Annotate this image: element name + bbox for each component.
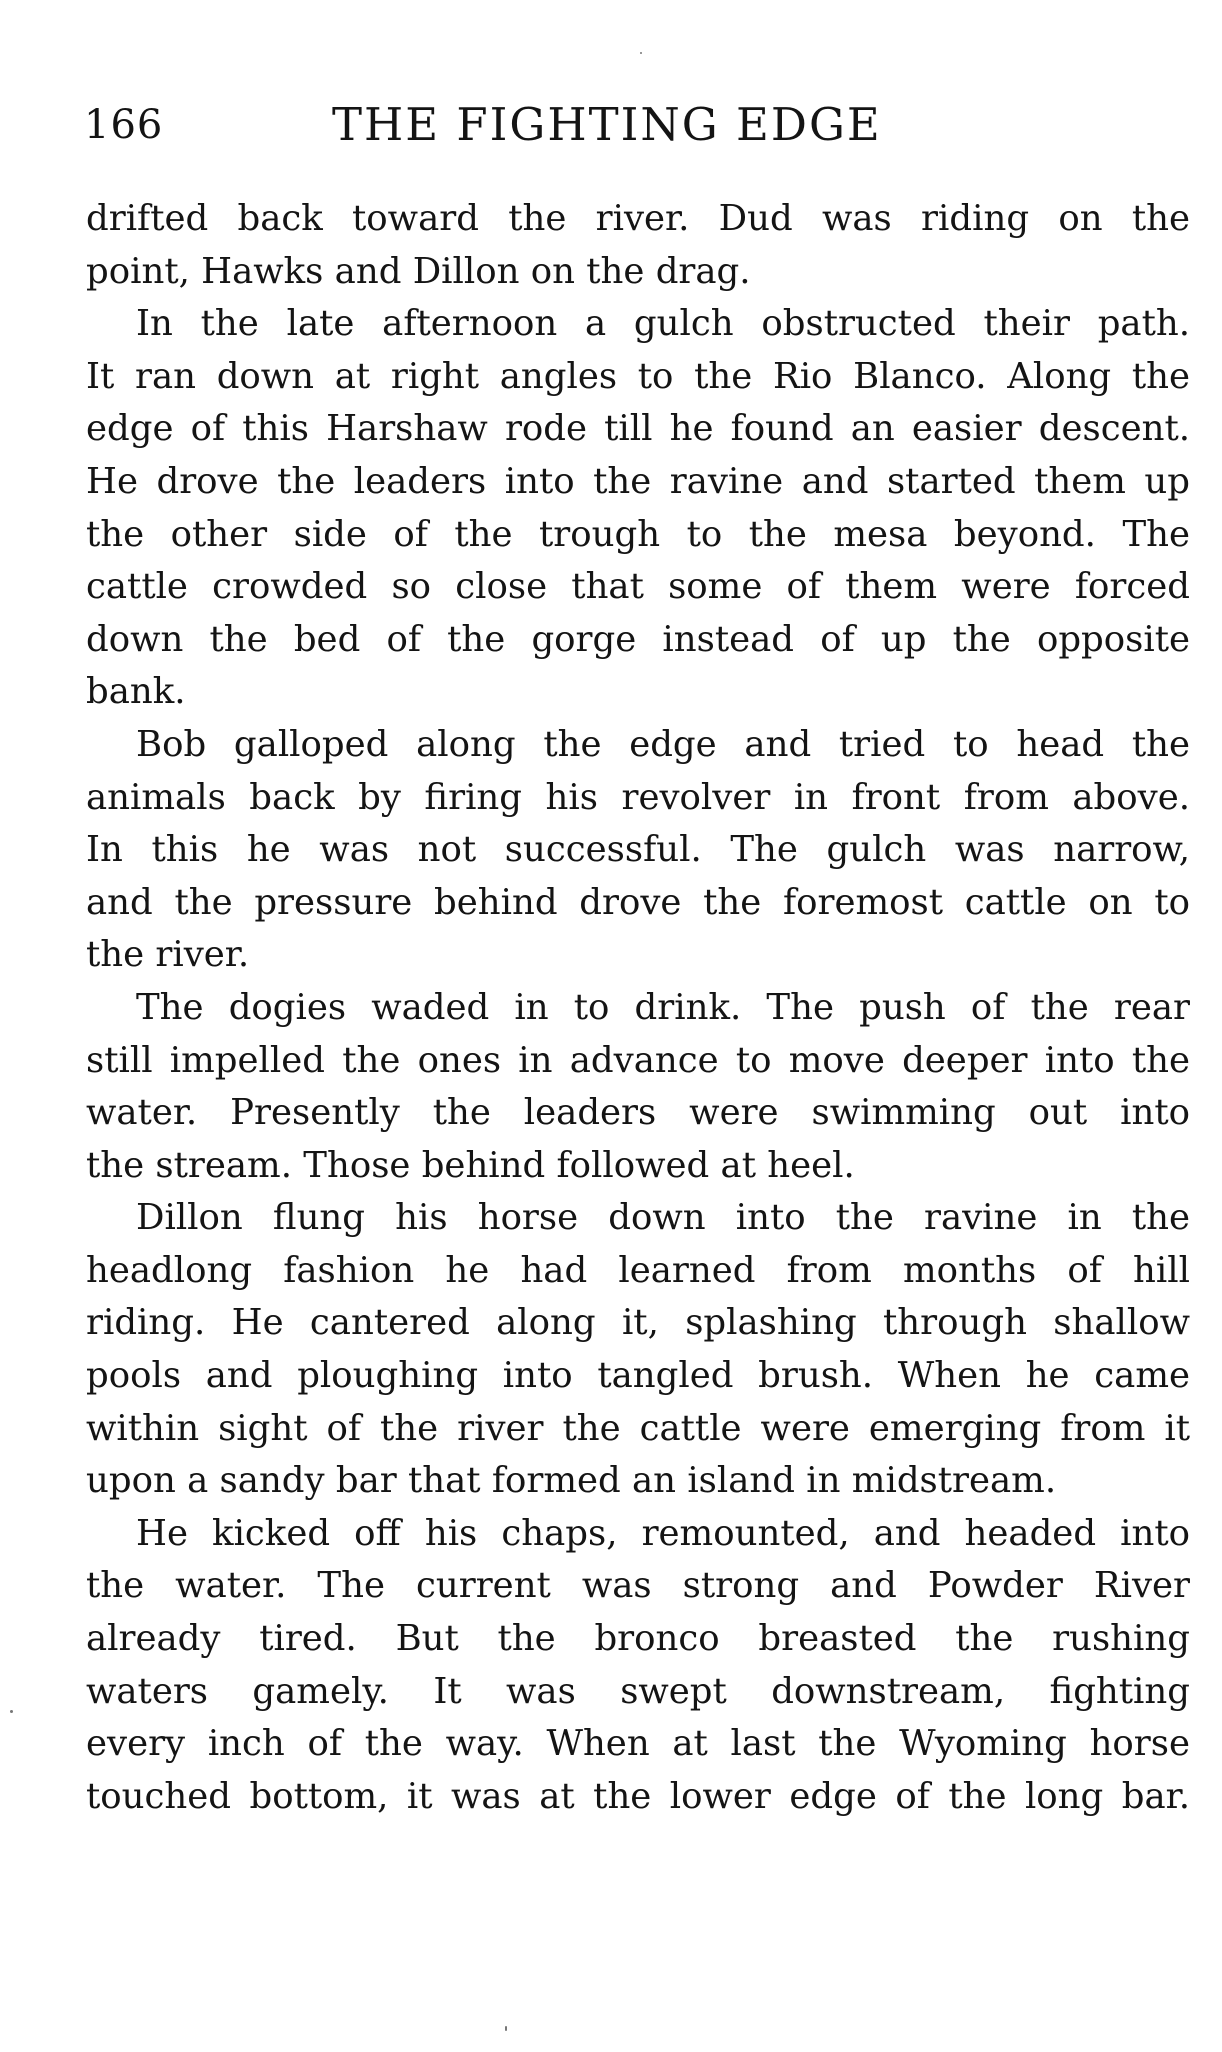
- text-line: riding. He cantered along it, splashing through shallow: [86, 1302, 1190, 1344]
- text-line: down the bed of the gorge instead of up the opposite: [86, 618, 1190, 660]
- text-line: It ran down at right angles to the Rio Blanco. Along the: [86, 355, 1190, 397]
- text-line: touched bottom, it was at the lower edge of the long bar.: [86, 1775, 1190, 1817]
- text-line: In this he was not successful. The gulch was narrow,: [86, 829, 1190, 871]
- body-text: [86, 193, 1190, 1823]
- text-line: bank.: [86, 671, 186, 713]
- text-line: upon a sandy bar that formed an island in midstream.: [86, 1460, 1057, 1502]
- running-head: [84, 98, 1196, 158]
- text-line: drifted back toward the river. Dud was riding on the: [86, 198, 1190, 239]
- text-line: the water. The current was strong and Powder River: [86, 1565, 1190, 1607]
- text-line: animals back by firing his revolver in front from above.: [86, 776, 1190, 818]
- paragraph-start-line: He kicked off his chaps, remounted, and headed into: [136, 1512, 1190, 1554]
- paragraph-start-line: Bob galloped along the edge and tried to head the: [136, 723, 1190, 765]
- text-line: the river.: [86, 934, 250, 976]
- book-title: THE FIGHTING EDGE: [332, 98, 882, 151]
- scan-speck: [640, 52, 642, 54]
- text-line: cattle crowded so close that some of them were forced: [86, 566, 1190, 608]
- text-line: He drove the leaders into the ravine and started them up: [86, 460, 1190, 502]
- text-line: headlong fashion he had learned from months of hill: [86, 1249, 1190, 1291]
- text-line: still impelled the ones in advance to move deeper into the: [86, 1039, 1190, 1081]
- text-line: the stream. Those behind followed at heel.: [86, 1144, 855, 1186]
- page-number: 166: [84, 102, 164, 148]
- text-line: the other side of the trough to the mesa beyond. The: [86, 513, 1190, 555]
- text-line: edge of this Harshaw rode till he found an easier descent.: [86, 408, 1190, 450]
- text-line: within sight of the river the cattle were emerging from it: [86, 1407, 1190, 1449]
- text-line: already tired. But the bronco breasted the rushing: [86, 1618, 1190, 1660]
- paragraph-start-line: The dogies waded in to drink. The push of the rear: [136, 986, 1190, 1028]
- text-line: pools and ploughing into tangled brush. When he came: [86, 1355, 1190, 1397]
- scan-speck: [10, 1710, 13, 1713]
- text-line: point, Hawks and Dillon on the drag.: [86, 250, 751, 292]
- text-line: waters gamely. It was swept downstream, fighting: [86, 1670, 1190, 1712]
- paragraph-start-line: In the late afternoon a gulch obstructed their path.: [136, 303, 1190, 345]
- text-line: every inch of the way. When at last the Wyoming horse: [86, 1723, 1190, 1765]
- text-line: and the pressure behind drove the foremost cattle on to: [86, 881, 1190, 923]
- paragraph-start-line: Dillon flung his horse down into the ravine in the: [136, 1197, 1190, 1239]
- scan-speck: [505, 2026, 507, 2031]
- text-line: water. Presently the leaders were swimming out into: [86, 1092, 1190, 1134]
